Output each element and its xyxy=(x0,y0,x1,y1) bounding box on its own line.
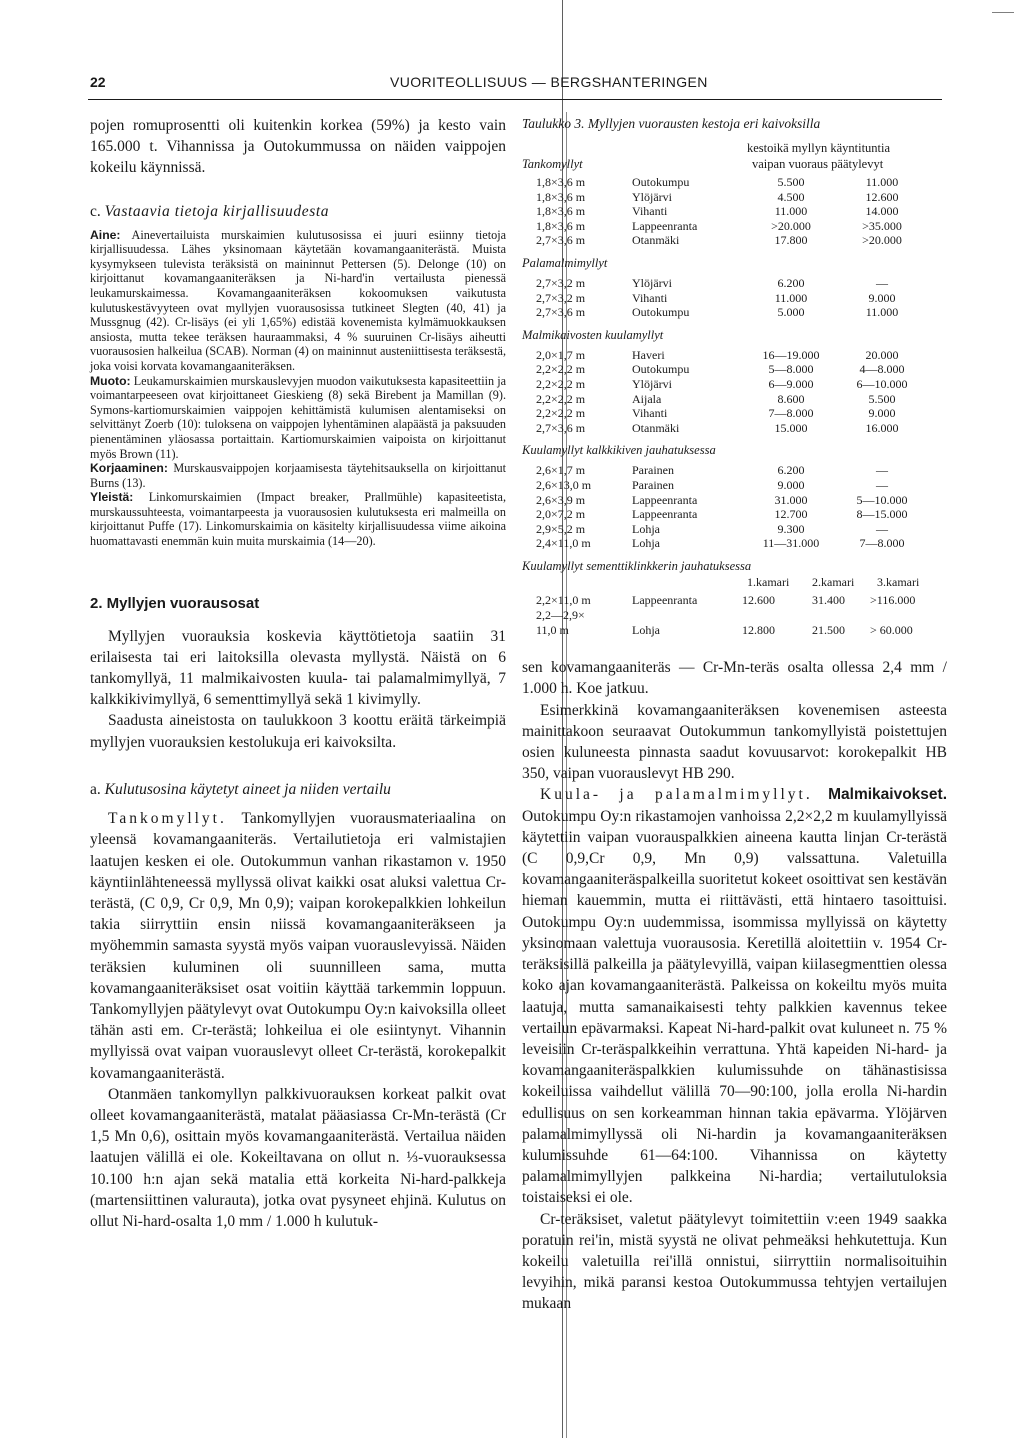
tanko-paragraph xyxy=(90,808,506,1084)
lit-muoto xyxy=(90,374,506,462)
table-row xyxy=(522,377,947,392)
group-sementti-name-row xyxy=(522,557,947,575)
table-row xyxy=(522,175,947,190)
otanmaki-paragraph: Otanmäen tankomyllyn palkkivuorauksen korkeat palkit ovat olleet kovamangaaniterästä, matalat pääasiassa Cr-Mn-terästä (Cr 1,5 Mn 0,6), osittain myös kovamangaaniterästä. Vertailua näiden laatujen välillä ei ole. Kokeiltavana on ollut n. ⅓-vuorauksessa 10.100 h:n ajan sekä matalia että korkeita Ni-hard-palkkeja (martensiittinen valurauta), jotka ovat pysyneet ehjinä. Kulutus on ollut Ni-hard-osalta 1,0 mm / 1.000 h kulutuk- xyxy=(90,1085,506,1230)
cell-size: 2,6×3,9 m xyxy=(536,492,586,507)
right-para-2: Esimerkkinä kovamangaaniteräksen kovenemisen asteesta mainittakoon seuraavat Outokummun tankomyllyistä poistettujen osien kuluneesta pinnasta saadut kovuusarvot: korokepalkit HB 350, vaipan vuorauslevyt HB 290. xyxy=(522,701,947,783)
cell-size: 2,7×3,2 m xyxy=(536,290,586,305)
cell-v2: 7—8.000 xyxy=(859,536,905,551)
cell-place: Outokumpu xyxy=(632,362,690,377)
cell-k2: 31.400 xyxy=(812,593,845,608)
table-row xyxy=(522,608,947,623)
lit-yleista xyxy=(90,490,506,548)
cell-v2: 11.000 xyxy=(865,305,899,320)
table-row xyxy=(522,536,947,551)
lit-muoto-text: Leukamurskaimien murskauslevyjen muodon vaikutuksesta kapasiteettiin ja voimantarpeeseen ovat kirjoittaneet Gieskieng (8) sekä Birebent ja Mamillan (9). Symons-kartiomurskaimien vaippojen kehittämistä kulumisen alentamiseksi on selvittänyt Zoerb (10): tuloksena on vaippojen lyhentäminen alapäästä ja paksuuden pienentäminen yläosassa portaittain. Kartiomurskaimien vaipoista on kirjoittanut myös Brown (11). xyxy=(90,373,506,461)
group-sementti-name: Kuulamyllyt sementtiklinkkerin jauhatuksessa xyxy=(522,558,752,573)
section-a-letter: a. xyxy=(90,780,101,798)
table-title: Taulukko 3. Myllyjen vuorausten kestoja eri kaivoksilla xyxy=(522,116,821,131)
cell-size: 1,8×3,6 m xyxy=(536,218,586,233)
intro-paragraph: pojen romuprosentti oli kuitenkin korkea (59%) ja kesto vain 165.000 t. Vihannissa ja Outokummussa on näiden vaippojen kokeilu käynnissä. xyxy=(90,117,506,177)
section-c-heading xyxy=(90,201,506,222)
cell-k1: 12.800 xyxy=(742,622,775,637)
table-row xyxy=(522,522,947,537)
right-column xyxy=(522,115,947,1315)
cement-head-3: 3.kamari xyxy=(877,574,920,589)
cement-head-1: 1.kamari xyxy=(747,574,790,589)
table-row xyxy=(522,276,947,291)
lit-korjaaminen xyxy=(90,461,506,490)
cell-place: Lohja xyxy=(632,521,660,536)
cell-k3: >116.000 xyxy=(870,593,916,608)
left-column xyxy=(90,115,506,1232)
cell-v1: 17.800 xyxy=(774,233,808,248)
cell-v1: 12.700 xyxy=(774,507,808,522)
cell-v2: >35.000 xyxy=(862,218,902,233)
cell-place: Lappeenranta xyxy=(632,218,698,233)
cell-v1: 7—8.000 xyxy=(768,406,814,421)
cell-place: Lappeenranta xyxy=(632,492,698,507)
cell-v2: 9.000 xyxy=(868,406,896,421)
group-pala-name-row xyxy=(522,254,947,276)
page-number: 22 xyxy=(90,74,106,90)
cell-place: Vihanti xyxy=(632,204,668,219)
table-colhead-row-1 xyxy=(522,141,947,157)
cell-v2: — xyxy=(876,275,888,290)
lit-aine-text: Ainevertailuista murskaimien kulutusosissa ei juuri esiinny tietoja kirjallisuudessa. Lähes yksinomaan käytetään kovamangaaniterästä. Muista kysymykseen tulevista teräksistä on maininnut Pettersen (5). Delonge (10) on kirjoittanut kovamangaaniteräksen ja Ni-hard'in vertailusta pienessä leukamurskaimessa. Kovamangaaniteräksen kokoomuksen vaikutusta kulutuskestävyyteen ovat myllyjen vuorausosissa tutkineet Slegten (40, 41) ja Mussgnug (42). Cr-lisäys (ei yli 1,65%) edistää kovenemista kylmämuokkauksen ansiosta, mutta tekee teräksen hauraammaksi, 4 % suuruinen Cr-lisäys aiheutti vuorausosien halkeilua (SCAB). Norman (4) on maininnut austeniittisesta teräksestä, joka voisi korvata kovamangaaniteräksen. xyxy=(90,227,506,373)
group-pala-rows xyxy=(522,276,947,320)
table-row xyxy=(522,507,947,522)
table-3 xyxy=(522,141,947,637)
kuula-paragraph xyxy=(522,784,947,1208)
right-para-last: Cr-teräksiset, valetut päätylevyt toimitettiin v:een 1949 saakka poratuin rei'in, mistä syystä ne olivat pehmeäksi hehkutettuja. Kun kokeilu valetuilla rei'illä onnistui, siirryttiin normalisoituihin levyihin, mikä paransi kestoa Outokummussa tehtyjen vertailujen mukaan xyxy=(522,1210,947,1313)
cell-v2: 12.600 xyxy=(865,189,899,204)
cell-v1: 6—9.000 xyxy=(768,376,814,391)
table-row xyxy=(522,593,947,608)
section-c-letter: c. xyxy=(90,202,101,220)
cell-size: 2,6×1,7 m xyxy=(536,463,586,478)
cell-v2: 8—15.000 xyxy=(856,507,908,522)
page-header xyxy=(90,74,940,96)
cell-size: 2,0×7,2 m xyxy=(536,507,586,522)
group-sementti-rows xyxy=(522,593,947,637)
cell-v2: 14.000 xyxy=(865,204,899,219)
cell-v1: 6.200 xyxy=(777,463,805,478)
cell-v2: 6—10.000 xyxy=(856,376,908,391)
cell-place: Lohja xyxy=(632,536,660,551)
table-row xyxy=(522,623,947,638)
section-2-heading: 2. Myllyjen vuorausosat xyxy=(90,594,260,612)
cell-v1: 16—19.000 xyxy=(762,347,820,362)
right-para-1: sen kovamangaaniteräs — Cr-Mn-teräs osalta ollessa 2,4 mm / 1.000 h. Koe jatkuu. xyxy=(522,659,947,698)
cell-v1: 8.600 xyxy=(777,391,805,406)
cell-size: 2,9×5,2 m xyxy=(536,521,586,536)
cell-size: 2,7×3,6 m xyxy=(536,420,586,435)
cell-v1: 11—31.000 xyxy=(762,536,820,551)
cell-place: Aijala xyxy=(632,391,662,406)
table-row xyxy=(522,421,947,436)
cell-v1: 15.000 xyxy=(774,420,808,435)
cell-v1: 5.500 xyxy=(777,175,805,189)
cell-v2: 20.000 xyxy=(865,347,899,362)
section-2-para-2: Saadusta aineistosta on taulukkoon 3 koottu eräitä tärkeimpiä myllyjen vuorauksien kestolukuja eri kaivoksilta. xyxy=(90,712,506,751)
kuula-text: Outokumpu Oy:n rikastamojen vanhoissa 2,2×2,2 m kuulamyllyissä käytettiin vaipan vuorauspalkkien aineena kautta linjan Cr-terästä (C 0,9,Cr 0,9, Mn 0,9) valssattuna. Valetuilla kovamangaaniteräspalkeilla suoritetut kokeet osoittivat sen kestävän hieman kauemmin, mutta ei riittävästi, että hintaero tasoittuisi. Outokumpu Oy:n uudemmissa, isommissa myllyissä on käytetty yksinomaan valettuja vuorausosia. Keretillä aloitettiin v. 1954 Cr-teräksisillä palkeilla ja päätylevyillä, vaipan kiilasegmenttien olessa koko ajan kovamangaaniterästä. Palkeissa on kokeiltu myös muita laatuja, mutta samanaikaisesti tehty palkkien kavennus tekee vertailun epävarmaksi. Kapeat Ni-hard-palkit ovat kuluneet n. 75 % leveisiin Cr-teräspalkkeihin verrattuna. Yhtä kapeiden Ni-hard- ja kovamangaaniteräspalkkien kulumissuhde on tähänastisissa kokeiluissa vaihdellut välillä 70—90:100, jolla erolla Ni-hardin edullisuus on sen korkeamman hinnan takia epävarma. Ylöjärven palamalmimyllyssä oli Ni-hardin ja kovamangaaniteräksen kulumissuhde 61—64:100. Vihannissa on käytetty palamalmimyllyjen palkkeina Ni-hardia; vertailutuloksia toistaiseksi ei ole. xyxy=(522,807,947,1207)
cell-place: Ylöjärvi xyxy=(632,189,672,204)
group-malmi-name: Malmikaivosten kuulamyllyt xyxy=(522,327,664,342)
cell-v2: — xyxy=(876,477,888,492)
cell-size: 11,0 m xyxy=(536,622,569,637)
cell-v2: 11.000 xyxy=(865,175,899,189)
cell-size: 2,2×2,2 m xyxy=(536,391,586,406)
kuula-label: Kuula- ja palamalmimyllyt. xyxy=(540,786,813,804)
cell-v1: 5.000 xyxy=(777,305,805,320)
cell-v1: 31.000 xyxy=(774,492,808,507)
cell-place: Ylöjärvi xyxy=(632,275,672,290)
kuula-bold: Malmikaivokset. xyxy=(828,786,948,804)
table-row xyxy=(522,478,947,493)
cell-size: 2,2×2,2 m xyxy=(536,406,586,421)
cell-place: Otanmäki xyxy=(632,233,680,248)
cell-size: 1,8×3,6 m xyxy=(536,204,586,219)
cell-k2: 21.500 xyxy=(812,622,845,637)
table-colhead-row-2 xyxy=(522,157,947,175)
cell-v1: >20.000 xyxy=(771,218,811,233)
section-a-heading xyxy=(90,779,506,800)
cell-place: Vihanti xyxy=(632,290,668,305)
group-malmi-rows xyxy=(522,348,947,436)
cell-v2: 4—8.000 xyxy=(859,362,905,377)
table-colhead-bottom: vaipan vuoraus päätylevyt xyxy=(752,157,884,171)
lit-aine-label: Aine: xyxy=(90,227,121,242)
cell-size: 2,0×1,7 m xyxy=(536,347,586,362)
cell-v1: 4.500 xyxy=(777,189,805,204)
cell-v2: 5.500 xyxy=(868,391,896,406)
group-tanko-name: Tankomyllyt xyxy=(522,157,583,171)
group-kalkki-rows xyxy=(522,463,947,551)
group-kalkki-name: Kuulamyllyt kalkkikiven jauhatuksessa xyxy=(522,443,716,458)
cell-k3: > 60.000 xyxy=(870,622,913,637)
table-row xyxy=(522,406,947,421)
table-row xyxy=(522,291,947,306)
section-a-title: Kulutusosina käytetyt aineet ja niiden vertailu xyxy=(104,780,391,798)
table-colhead-top: kestoikä myllyn käyntituntia xyxy=(747,141,891,155)
cell-size: 2,7×3,2 m xyxy=(536,275,586,290)
cell-place: Vihanti xyxy=(632,406,668,421)
cell-place: Otanmäki xyxy=(632,420,680,435)
cell-v2: 16.000 xyxy=(865,420,899,435)
cell-size: 2,6×13,0 m xyxy=(536,477,592,492)
tanko-label: Tankomyllyt. xyxy=(108,810,227,828)
running-title: VUORITEOLLISUUS — BERGSHANTERINGEN xyxy=(390,74,708,90)
cell-v1: 11.000 xyxy=(774,290,808,305)
cell-place: Haveri xyxy=(632,347,665,362)
tanko-text: Tankomyllyjen vuorausmateriaalina on yleensä kovamangaaniteräs. Vertailutietoja eri valmistajien laatujen kesken ei ole. Outokummun vanhan rikastamon v. 1950 käyntiinlähteneessä myllyssä olivat kaikki osat aluksi valettua Cr-terästä, (C 0,9, Cr 0,9, Mn 0,9); vaipan korokepalkkien lohkeilun takia siirryttiin ensin niissä kovamangaaniteräkseen ja myöhemmin samasta syystä myös vaipan vuorauslevyissä. Näiden teräksien kuluminen oli suunnilleen sama, mutta kovamangaaniteräksiset osat voitiin käyttää tarkemmin loppuun. Tankomyllyjen päätylevyt ovat Outokumpu Oy:n kaivoksilla olleet tähän asti em. Cr-terästä; lohkeilua ei ole esiintynyt. Vihannin myllyissä ovat vaipan vuorauslevyt olleet Cr-terästä, korokepalkit kovamangaaniterästä. xyxy=(90,810,506,1082)
cell-place: Outokumpu xyxy=(632,175,690,189)
lit-korjaaminen-label: Korjaaminen: xyxy=(90,461,168,476)
cell-size: 2,7×3,6 m xyxy=(536,305,586,320)
table-row xyxy=(522,348,947,363)
cell-size: 2,2×2,2 m xyxy=(536,376,586,391)
cement-head-2: 2.kamari xyxy=(812,574,855,589)
lit-aine xyxy=(90,228,506,374)
cement-header-row xyxy=(522,575,947,590)
lit-yleista-label: Yleistä: xyxy=(90,490,134,505)
cell-size: 1,8×3,6 m xyxy=(536,189,586,204)
lit-korjaaminen-text: Murskausvaippojen korjaamisesta täytehitsauksella on kirjoittanut Burns (13). xyxy=(90,461,506,490)
cell-place: Lappeenranta xyxy=(632,593,698,608)
table-row xyxy=(522,463,947,478)
table-row xyxy=(522,190,947,205)
group-kalkki-name-row xyxy=(522,441,947,463)
scan-mark-top-right xyxy=(992,12,1014,13)
cell-place: Parainen xyxy=(632,477,674,492)
table-row xyxy=(522,233,947,248)
cell-place: Outokumpu xyxy=(632,305,690,320)
cell-size: 2,2×11,0 m xyxy=(536,593,591,608)
cell-v2: — xyxy=(876,463,888,478)
table-row xyxy=(522,204,947,219)
section-2-para-1: Myllyjen vuorauksia koskevia käyttötietoja saatiin 31 erilaisesta tai eri laitoksilla olevasta myllystä. Näistä on 6 tankomyllyä, 11 malmikaivosten kuula- tai palamalmimyllyä, 7 kalkkikivimyllyä, 6 sementtimyllyä sekä 1 kivimylly. xyxy=(90,627,506,709)
cell-place: Parainen xyxy=(632,463,674,478)
group-tanko-rows xyxy=(522,175,947,248)
cell-place: Lohja xyxy=(632,622,660,637)
cell-v1: 6.200 xyxy=(777,275,805,290)
header-rule xyxy=(88,99,942,100)
literature-list xyxy=(90,228,506,549)
cell-size: 2,2—2,9× xyxy=(536,608,585,623)
cell-v1: 5—8.000 xyxy=(768,362,814,377)
group-pala-name: Palamalmimyllyt xyxy=(522,255,608,270)
section-c-title: Vastaavia tietoja kirjallisuudesta xyxy=(104,202,330,220)
cell-size: 2,7×3,6 m xyxy=(536,233,586,248)
cell-v1: 9.000 xyxy=(777,477,805,492)
cell-size: 2,4×11,0 m xyxy=(536,536,591,551)
cell-v2: — xyxy=(876,521,888,536)
cell-k1: 12.600 xyxy=(742,593,775,608)
table-row xyxy=(522,219,947,234)
cell-size: 2,2×2,2 m xyxy=(536,362,586,377)
table-row xyxy=(522,305,947,320)
cell-size: 1,8×3,6 m xyxy=(536,175,586,189)
group-malmi-name-row xyxy=(522,326,947,348)
cell-v2: 9.000 xyxy=(868,290,896,305)
cell-v2: 5—10.000 xyxy=(856,492,908,507)
cell-v1: 9.300 xyxy=(777,521,805,536)
lit-yleista-text: Linkomurskaimien (Impact breaker, Prallmühle) kapasiteetista, murskaussuhteesta, voimantarpeesta ja vuorausosien kulutuksesta eri malmeilla on kirjoittanut Puffe (17). Linkomurskaimia on käsitelty kirjallisuudessa viime aikoina huomattavasti enemmän kuin muita murskaimia (14—20). xyxy=(90,490,506,549)
table-row xyxy=(522,362,947,377)
cell-v1: 11.000 xyxy=(774,204,808,219)
cell-place: Ylöjärvi xyxy=(632,376,672,391)
cell-v2: >20.000 xyxy=(862,233,902,248)
cell-place: Lappeenranta xyxy=(632,507,698,522)
lit-muoto-label: Muoto: xyxy=(90,373,131,388)
table-row xyxy=(522,392,947,407)
table-row xyxy=(522,493,947,508)
